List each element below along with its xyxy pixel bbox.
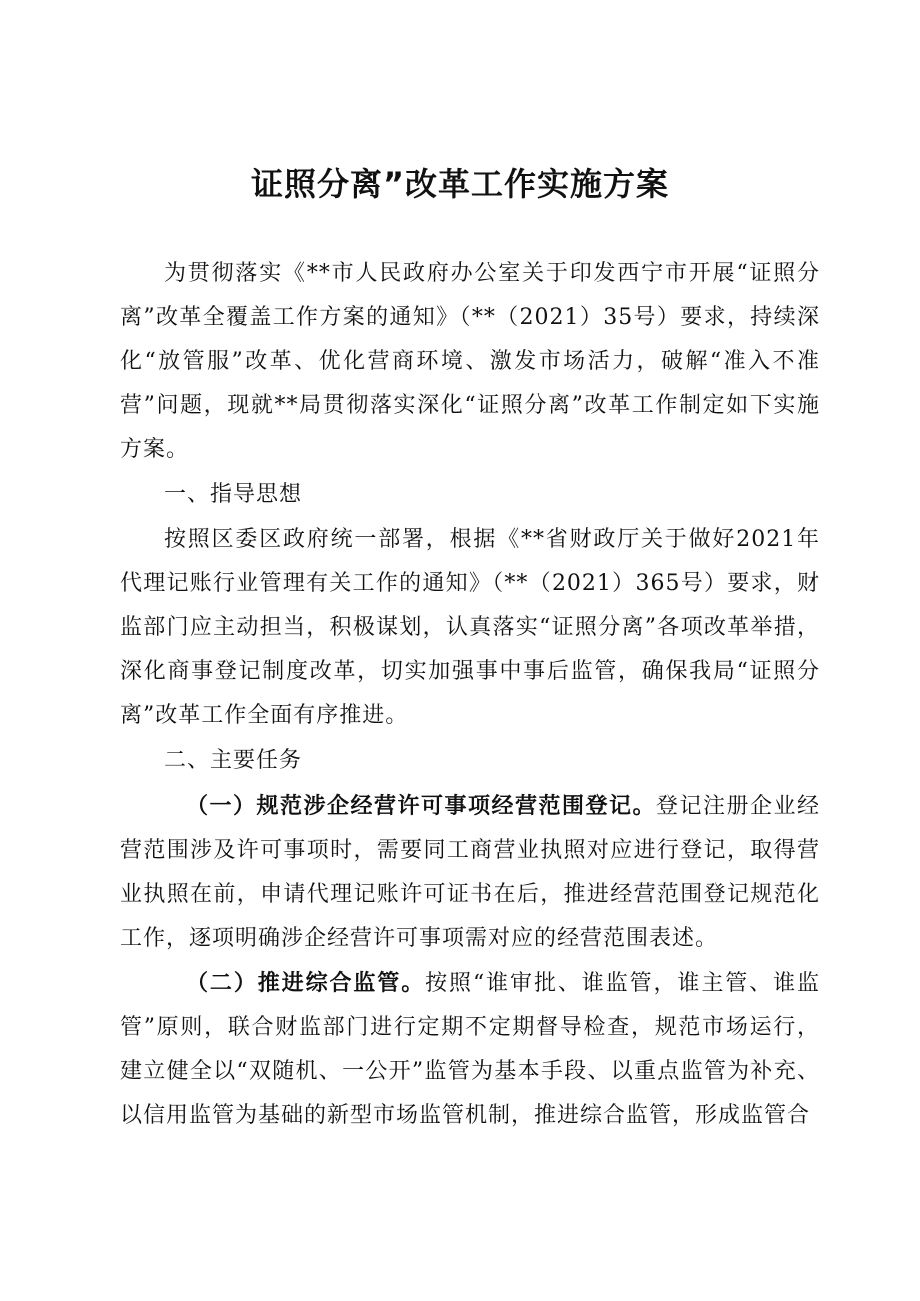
document-body xyxy=(120,252,820,1138)
task-2-paragraph xyxy=(120,961,820,1138)
task-2-text: 按照“谁审批、谁监管，谁主管、谁监管”原则，联合财监部门进行定期不定期督导检查，规范市场运行，建立健全以“双随机、一公开”监管为基本手段、以重点监管为补充、以信用监管为基础的新型市场监管机制，推进综合监管，形成监管合 xyxy=(120,971,820,1128)
section-heading-main-tasks: 二、主要任务 xyxy=(164,748,303,773)
intro-paragraph: 为贯彻落实《**市人民政府办公室关于印发西宁市开展“证照分离”改革全覆盖工作方案的通知》（**（2021）35号）要求，持续深化“放管服”改革、优化营商环境、激发市场活力，破解“准入不准营”问题，现就**局贯彻落实深化“证照分离”改革工作制定如下实施方案。 xyxy=(120,261,820,462)
task-1-lead: （一）规范涉企经营许可事项经营范围登记。 xyxy=(186,793,656,819)
task-1-paragraph xyxy=(120,784,820,961)
task-1-text: 登记注册企业经营范围涉及许可事项时，需要同工商营业执照对应进行登记，取得营业执照在前，申请代理记账许可证书在后，推进经营范围登记规范化工作，逐项明确涉企经营许可事项需对应的经营范围表述。 xyxy=(120,794,820,951)
task-2-lead: （二）推进综合监管。 xyxy=(186,970,426,996)
guiding-ideology-paragraph: 按照区委区政府统一部署，根据《**省财政厅关于做好2021年代理记账行业管理有关工作的通知》（**（2021）365号）要求，财监部门应主动担当，积极谋划，认真落实“证照分离”各项改革举措，深化商事登记制度改革，切实加强事中事后监管，确保我局“证照分离”改革工作全面有序推进。 xyxy=(120,527,820,728)
section-heading-guiding-ideology: 一、指导思想 xyxy=(164,482,303,507)
document-title: 证照分离”改革工作实施方案 xyxy=(250,165,670,203)
